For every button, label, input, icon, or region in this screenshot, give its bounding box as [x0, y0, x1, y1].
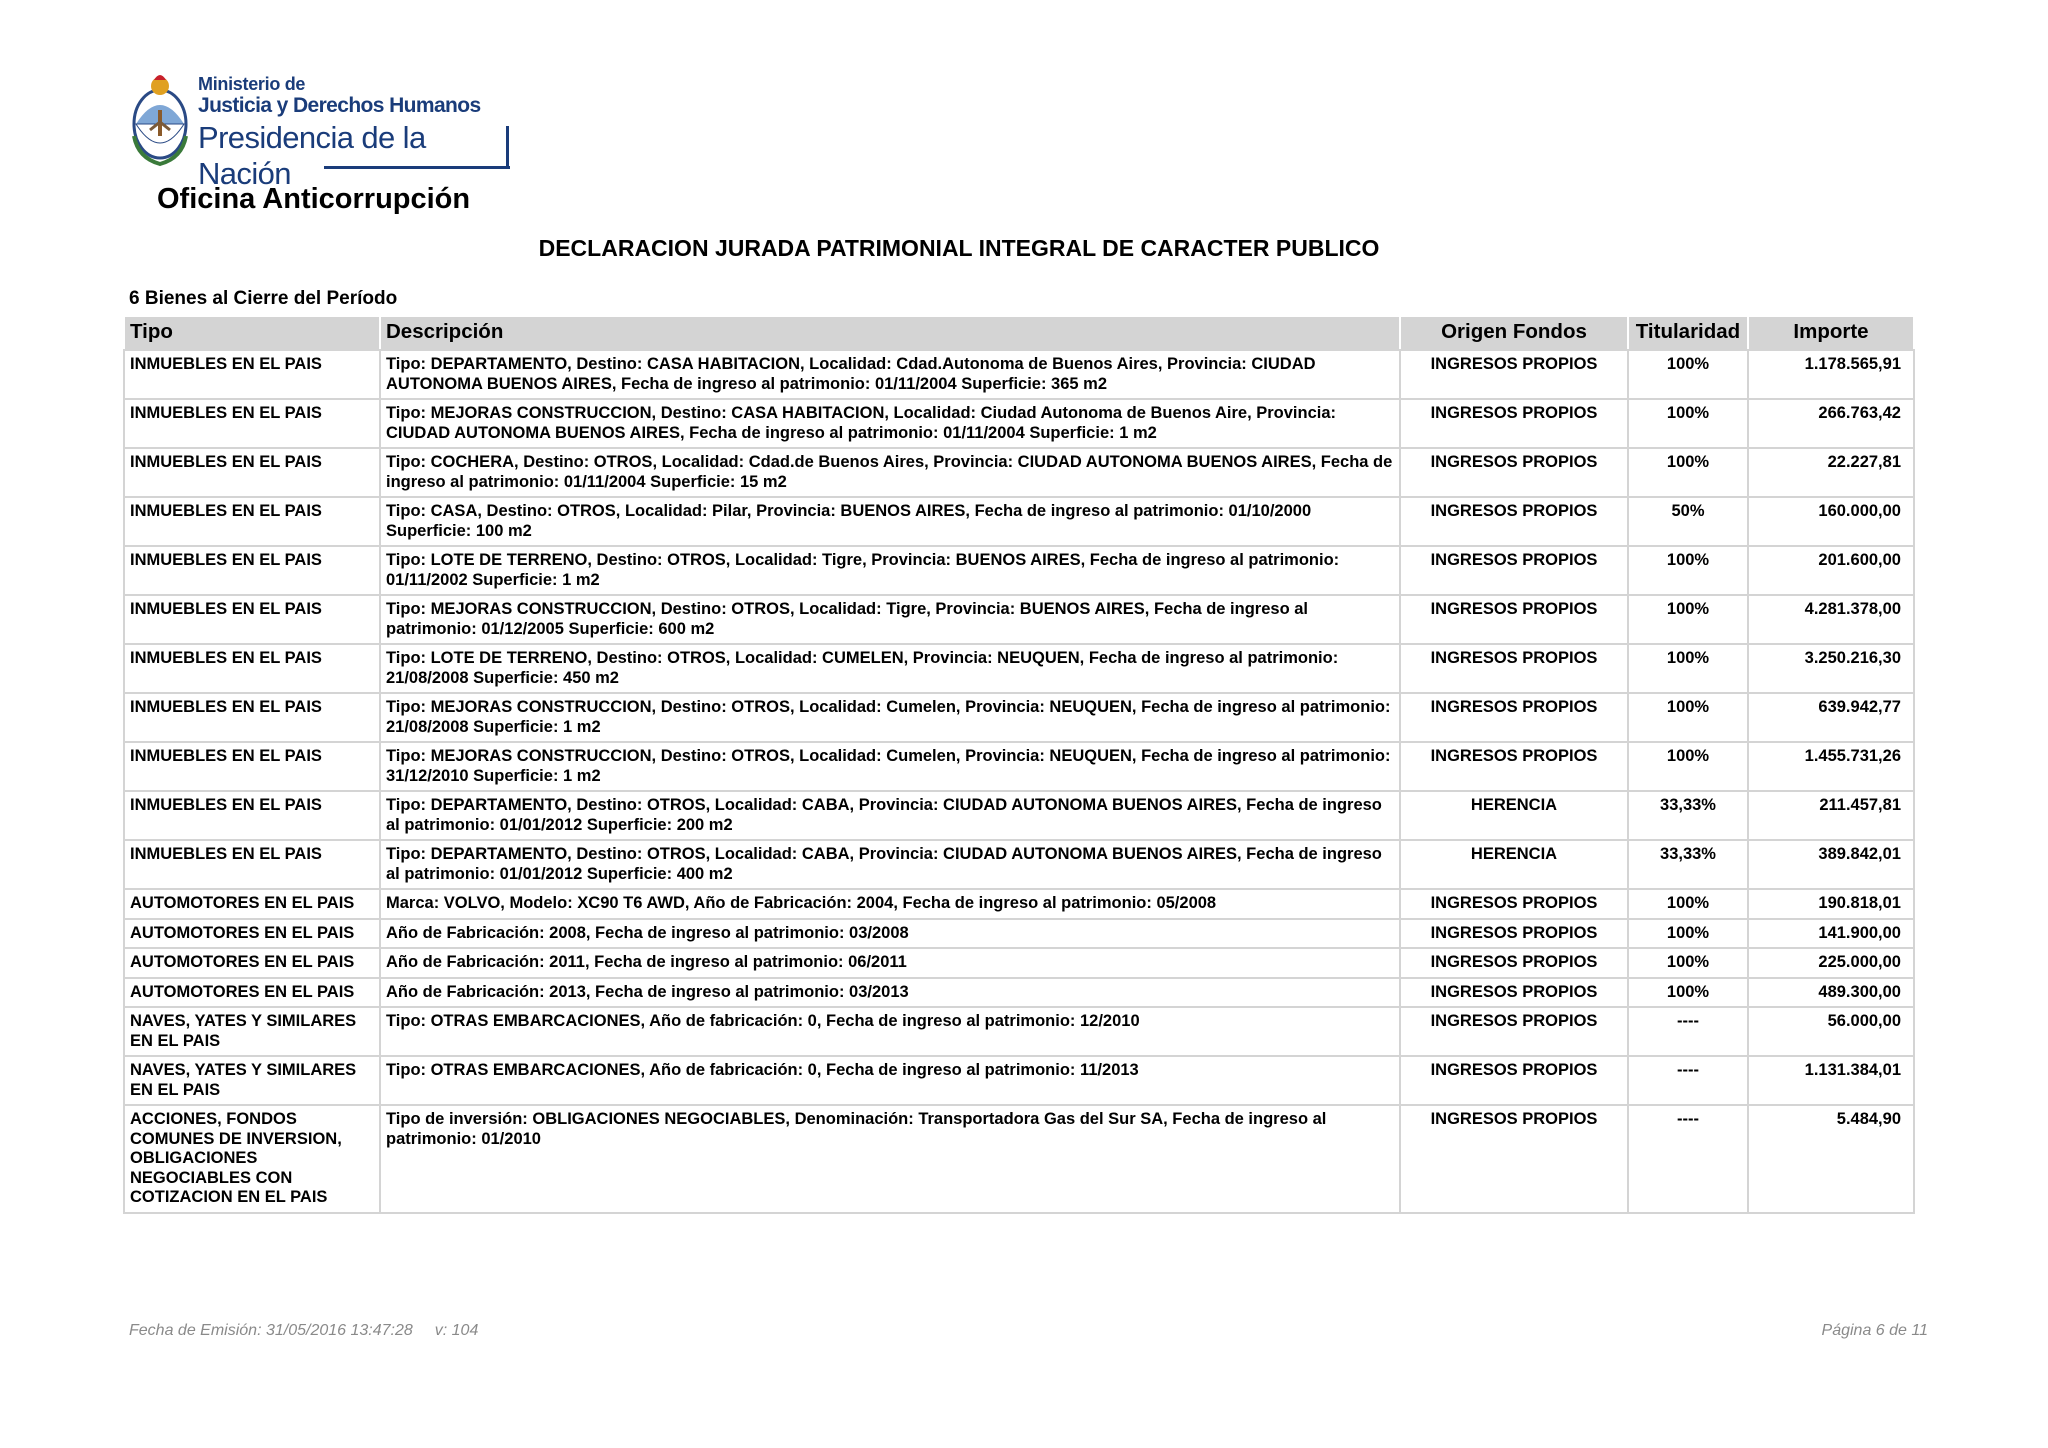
cell-origen: INGRESOS PROPIOS: [1400, 978, 1628, 1008]
cell-importe: 389.842,01: [1748, 840, 1914, 889]
cell-origen: INGRESOS PROPIOS: [1400, 1007, 1628, 1056]
cell-titularidad: 100%: [1628, 448, 1748, 497]
cell-descripcion: Tipo: COCHERA, Destino: OTROS, Localidad: Cdad.de Buenos Aires, Provincia: CIUDAD AUTONOMA BUENOS AIRES, Fecha de ingreso al patrimonio: 01/11/2004 Superficie: 15 m2: [380, 448, 1400, 497]
cell-descripcion: Año de Fabricación: 2011, Fecha de ingreso al patrimonio: 06/2011: [380, 948, 1400, 978]
cell-titularidad: 50%: [1628, 497, 1748, 546]
table-row: [124, 742, 1914, 791]
cell-descripcion: Tipo: DEPARTAMENTO, Destino: CASA HABITACION, Localidad: Cdad.Autonoma de Buenos Aires, Provincia: CIUDAD AUTONOMA BUENOS AIRES, Fecha de ingreso al patrimonio: 01/11/2004 Superficie: 365 m2: [380, 350, 1400, 399]
cell-importe: 1.178.565,91: [1748, 350, 1914, 399]
table-row: [124, 948, 1914, 978]
section-title: 6 Bienes al Cierre del Período: [129, 288, 398, 309]
logo-ministry-name: Justicia y Derechos Humanos: [198, 94, 481, 117]
cell-importe: 190.818,01: [1748, 889, 1914, 919]
cell-tipo: INMUEBLES EN EL PAIS: [124, 497, 380, 546]
cell-importe: 160.000,00: [1748, 497, 1914, 546]
cell-tipo: INMUEBLES EN EL PAIS: [124, 448, 380, 497]
cell-importe: 266.763,42: [1748, 399, 1914, 448]
cell-importe: 56.000,00: [1748, 1007, 1914, 1056]
cell-tipo: INMUEBLES EN EL PAIS: [124, 595, 380, 644]
cell-origen: INGRESOS PROPIOS: [1400, 546, 1628, 595]
cell-tipo: INMUEBLES EN EL PAIS: [124, 644, 380, 693]
cell-tipo: INMUEBLES EN EL PAIS: [124, 742, 380, 791]
column-header-tipo: Tipo: [124, 316, 380, 350]
cell-descripcion: Tipo: LOTE DE TERRENO, Destino: OTROS, Localidad: Tigre, Provincia: BUENOS AIRES, Fecha de ingreso al patrimonio: 01/11/2002 Superficie: 1 m2: [380, 546, 1400, 595]
table-row: [124, 350, 1914, 399]
table-row: [124, 919, 1914, 949]
table-row: [124, 1056, 1914, 1105]
cell-tipo: INMUEBLES EN EL PAIS: [124, 350, 380, 399]
table-row: [124, 497, 1914, 546]
cell-titularidad: 33,33%: [1628, 840, 1748, 889]
cell-descripcion: Tipo: LOTE DE TERRENO, Destino: OTROS, Localidad: CUMELEN, Provincia: NEUQUEN, Fecha de ingreso al patrimonio: 21/08/2008 Superficie: 450 m2: [380, 644, 1400, 693]
table-row: [124, 840, 1914, 889]
logo-underline: [324, 166, 510, 169]
cell-titularidad: 100%: [1628, 693, 1748, 742]
cell-tipo: AUTOMOTORES EN EL PAIS: [124, 948, 380, 978]
cell-origen: INGRESOS PROPIOS: [1400, 742, 1628, 791]
cell-importe: 5.484,90: [1748, 1105, 1914, 1213]
cell-titularidad: 100%: [1628, 595, 1748, 644]
cell-descripcion: Tipo: CASA, Destino: OTROS, Localidad: Pilar, Provincia: BUENOS AIRES, Fecha de ingreso al patrimonio: 01/10/2000 Superficie: 100 m2: [380, 497, 1400, 546]
cell-descripcion: Año de Fabricación: 2013, Fecha de ingreso al patrimonio: 03/2013: [380, 978, 1400, 1008]
coat-of-arms-icon: [128, 66, 194, 170]
cell-descripcion: Tipo: OTRAS EMBARCACIONES, Año de fabricación: 0, Fecha de ingreso al patrimonio: 11/2013: [380, 1056, 1400, 1105]
cell-descripcion: Tipo: MEJORAS CONSTRUCCION, Destino: OTROS, Localidad: Tigre, Provincia: BUENOS AIRES, Fecha de ingreso al patrimonio: 01/12/2005 Superficie: 600 m2: [380, 595, 1400, 644]
cell-descripcion: Tipo: DEPARTAMENTO, Destino: OTROS, Localidad: CABA, Provincia: CIUDAD AUTONOMA BUENOS AIRES, Fecha de ingreso al patrimonio: 01/01/2012 Superficie: 200 m2: [380, 791, 1400, 840]
cell-descripcion: Marca: VOLVO, Modelo: XC90 T6 AWD, Año de Fabricación: 2004, Fecha de ingreso al patrimonio: 05/2008: [380, 889, 1400, 919]
document-title: DECLARACION JURADA PATRIMONIAL INTEGRAL DE CARACTER PUBLICO: [538, 235, 1380, 261]
cell-origen: INGRESOS PROPIOS: [1400, 497, 1628, 546]
cell-descripcion: Tipo: MEJORAS CONSTRUCCION, Destino: OTROS, Localidad: Cumelen, Provincia: NEUQUEN, Fecha de ingreso al patrimonio: 21/08/2008 Superficie: 1 m2: [380, 693, 1400, 742]
cell-origen: INGRESOS PROPIOS: [1400, 1056, 1628, 1105]
cell-descripcion: Tipo: DEPARTAMENTO, Destino: OTROS, Localidad: CABA, Provincia: CIUDAD AUTONOMA BUENOS AIRES, Fecha de ingreso al patrimonio: 01/01/2012 Superficie: 400 m2: [380, 840, 1400, 889]
table-row: [124, 546, 1914, 595]
column-header-descripcion: Descripción: [380, 316, 1400, 350]
cell-tipo: NAVES, YATES Y SIMILARES EN EL PAIS: [124, 1056, 380, 1105]
cell-tipo: NAVES, YATES Y SIMILARES EN EL PAIS: [124, 1007, 380, 1056]
cell-importe: 141.900,00: [1748, 919, 1914, 949]
cell-titularidad: 100%: [1628, 948, 1748, 978]
cell-importe: 1.455.731,26: [1748, 742, 1914, 791]
cell-descripcion: Tipo de inversión: OBLIGACIONES NEGOCIABLES, Denominación: Transportadora Gas del Sur SA, Fecha de ingreso al patrimonio: 01/2010: [380, 1105, 1400, 1213]
table-row: [124, 644, 1914, 693]
table-row: [124, 693, 1914, 742]
cell-importe: 3.250.216,30: [1748, 644, 1914, 693]
logo-ministry-label: Ministerio de: [198, 74, 306, 94]
cell-importe: 225.000,00: [1748, 948, 1914, 978]
cell-tipo: INMUEBLES EN EL PAIS: [124, 399, 380, 448]
version-label: v: 104: [434, 1322, 479, 1339]
cell-importe: 22.227,81: [1748, 448, 1914, 497]
cell-origen: INGRESOS PROPIOS: [1400, 399, 1628, 448]
cell-tipo: ACCIONES, FONDOS COMUNES DE INVERSION, OBLIGACIONES NEGOCIABLES CON COTIZACION EN EL PAIS: [124, 1105, 380, 1213]
footer-emission: [129, 1322, 478, 1340]
cell-tipo: AUTOMOTORES EN EL PAIS: [124, 978, 380, 1008]
cell-origen: HERENCIA: [1400, 791, 1628, 840]
cell-titularidad: 100%: [1628, 399, 1748, 448]
table-row: [124, 889, 1914, 919]
cell-tipo: INMUEBLES EN EL PAIS: [124, 791, 380, 840]
column-header-titularidad: Titularidad: [1628, 316, 1748, 350]
table-row: [124, 595, 1914, 644]
table-row: [124, 399, 1914, 448]
table-row: [124, 1105, 1914, 1213]
cell-origen: INGRESOS PROPIOS: [1400, 350, 1628, 399]
cell-tipo: AUTOMOTORES EN EL PAIS: [124, 889, 380, 919]
page-number: Página 6 de 11: [1821, 1322, 1928, 1339]
cell-origen: INGRESOS PROPIOS: [1400, 595, 1628, 644]
cell-descripcion: Año de Fabricación: 2008, Fecha de ingreso al patrimonio: 03/2008: [380, 919, 1400, 949]
cell-importe: 1.131.384,01: [1748, 1056, 1914, 1105]
cell-origen: INGRESOS PROPIOS: [1400, 889, 1628, 919]
table-header-row: [124, 316, 1914, 350]
cell-titularidad: 100%: [1628, 919, 1748, 949]
cell-origen: HERENCIA: [1400, 840, 1628, 889]
cell-titularidad: 100%: [1628, 350, 1748, 399]
table-row: [124, 1007, 1914, 1056]
cell-origen: INGRESOS PROPIOS: [1400, 448, 1628, 497]
cell-titularidad: 33,33%: [1628, 791, 1748, 840]
cell-descripcion: Tipo: OTRAS EMBARCACIONES, Año de fabricación: 0, Fecha de ingreso al patrimonio: 12/2010: [380, 1007, 1400, 1056]
cell-tipo: AUTOMOTORES EN EL PAIS: [124, 919, 380, 949]
cell-titularidad: 100%: [1628, 978, 1748, 1008]
cell-importe: 201.600,00: [1748, 546, 1914, 595]
cell-tipo: INMUEBLES EN EL PAIS: [124, 546, 380, 595]
cell-importe: 4.281.378,00: [1748, 595, 1914, 644]
cell-tipo: INMUEBLES EN EL PAIS: [124, 693, 380, 742]
ministry-logo: [128, 66, 518, 191]
cell-origen: INGRESOS PROPIOS: [1400, 693, 1628, 742]
cell-tipo: INMUEBLES EN EL PAIS: [124, 840, 380, 889]
cell-importe: 211.457,81: [1748, 791, 1914, 840]
cell-titularidad: 100%: [1628, 644, 1748, 693]
logo-divider: [506, 126, 509, 168]
column-header-origen: Origen Fondos: [1400, 316, 1628, 350]
cell-origen: INGRESOS PROPIOS: [1400, 948, 1628, 978]
assets-table: [123, 315, 1915, 1214]
table-row: [124, 791, 1914, 840]
office-name: Oficina Anticorrupción: [157, 183, 471, 215]
cell-titularidad: 100%: [1628, 742, 1748, 791]
table-body: [124, 350, 1914, 1213]
cell-importe: 639.942,77: [1748, 693, 1914, 742]
cell-descripcion: Tipo: MEJORAS CONSTRUCCION, Destino: CASA HABITACION, Localidad: Ciudad Autonoma de Buenos Aire, Provincia: CIUDAD AUTONOMA BUENOS AIRES, Fecha de ingreso al patrimonio: 01/11/2004 Superficie: 1 m2: [380, 399, 1400, 448]
cell-titularidad: 100%: [1628, 546, 1748, 595]
cell-origen: INGRESOS PROPIOS: [1400, 644, 1628, 693]
cell-titularidad: ----: [1628, 1056, 1748, 1105]
cell-origen: INGRESOS PROPIOS: [1400, 919, 1628, 949]
cell-origen: INGRESOS PROPIOS: [1400, 1105, 1628, 1213]
table-row: [124, 448, 1914, 497]
cell-titularidad: ----: [1628, 1007, 1748, 1056]
cell-titularidad: ----: [1628, 1105, 1748, 1213]
table-row: [124, 978, 1914, 1008]
logo-presidency: Presidencia de la Nación: [198, 120, 426, 191]
cell-descripcion: Tipo: MEJORAS CONSTRUCCION, Destino: OTROS, Localidad: Cumelen, Provincia: NEUQUEN, Fecha de ingreso al patrimonio: 31/12/2010 Superficie: 1 m2: [380, 742, 1400, 791]
cell-importe: 489.300,00: [1748, 978, 1914, 1008]
column-header-importe: Importe: [1748, 316, 1914, 350]
cell-titularidad: 100%: [1628, 889, 1748, 919]
emission-date: Fecha de Emisión: 31/05/2016 13:47:28: [129, 1322, 413, 1339]
